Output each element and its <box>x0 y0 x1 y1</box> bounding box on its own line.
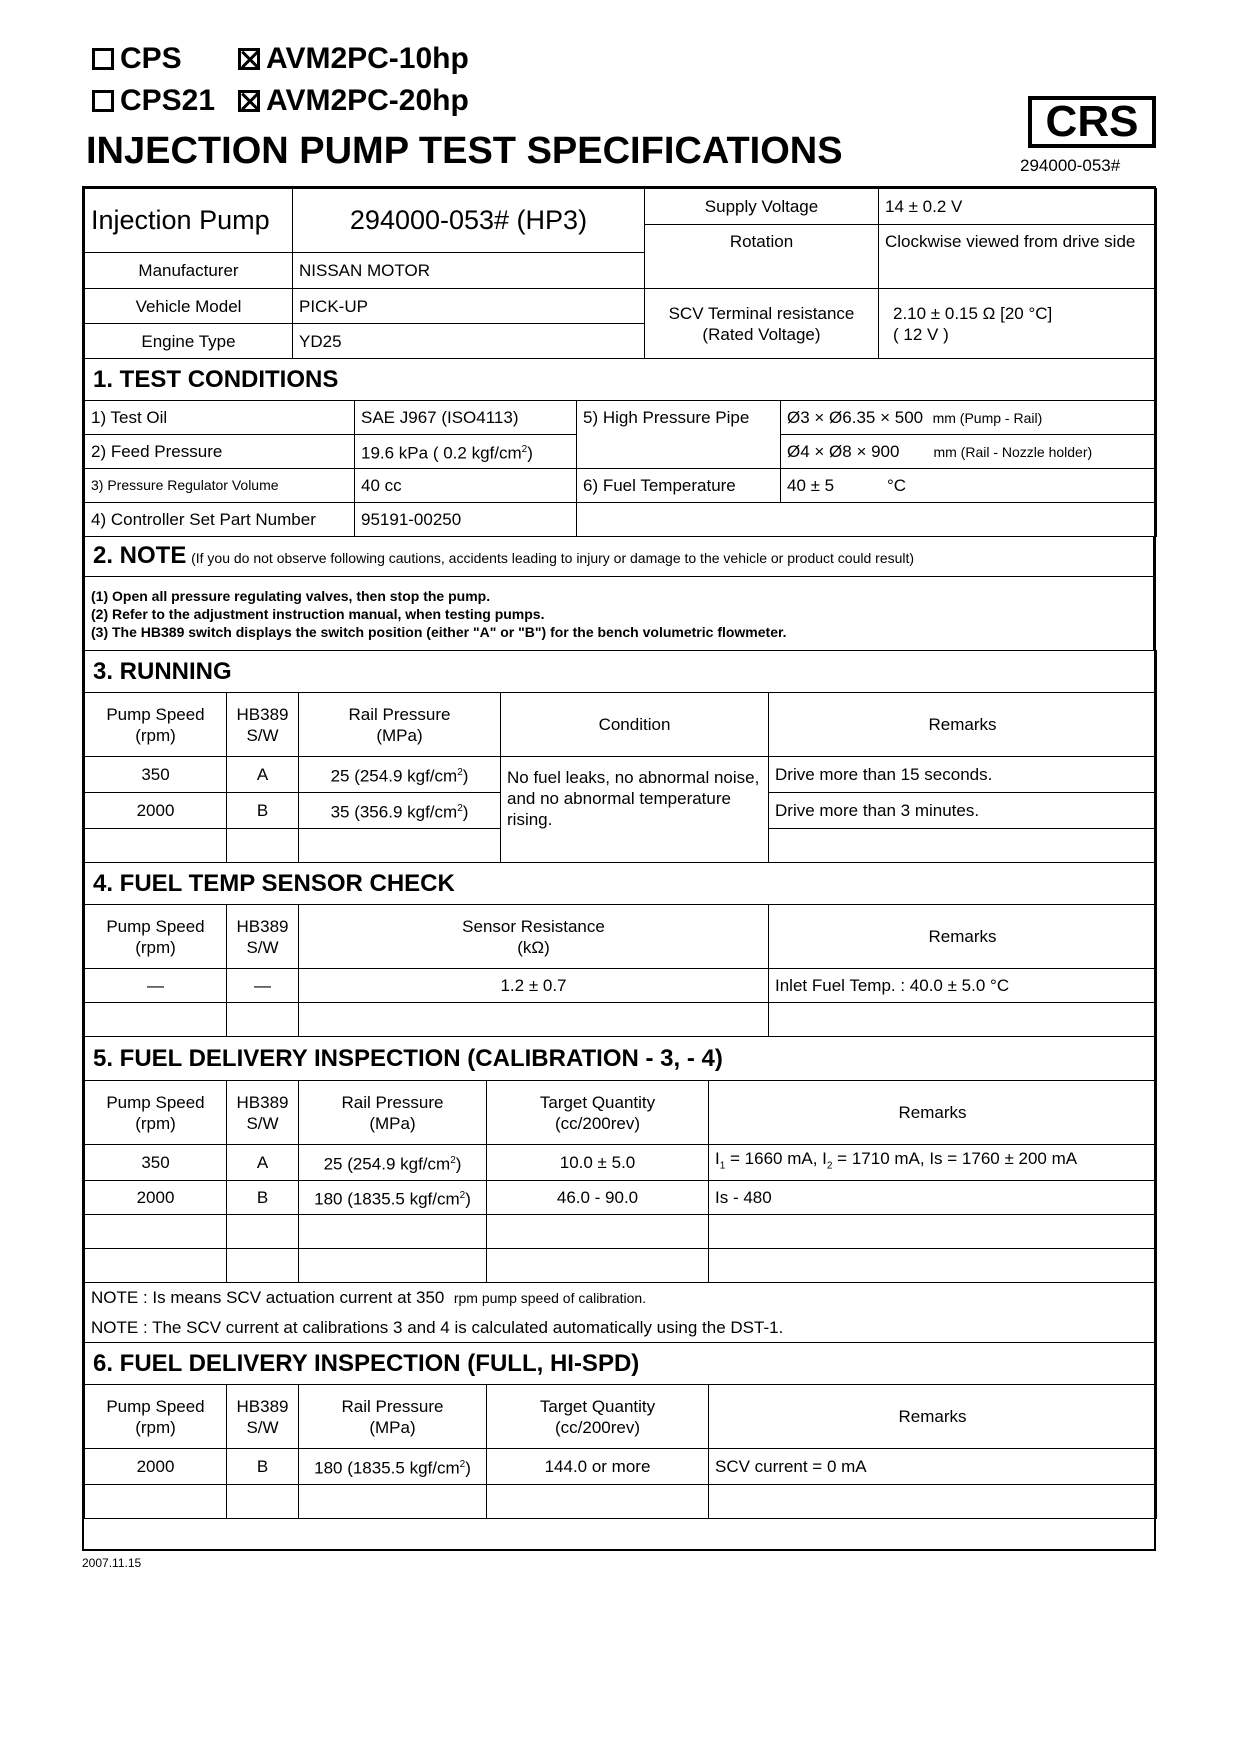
cal-target-1: 10.0 ± 5.0 <box>487 1145 709 1181</box>
running-sw-2: B <box>227 793 299 829</box>
running-col-sw <box>227 693 299 757</box>
table-row <box>85 1145 1157 1181</box>
manufacturer-label: Manufacturer <box>85 253 293 289</box>
empty-cell <box>85 1215 227 1249</box>
running-col-rail-2: (MPa) <box>376 725 423 745</box>
cal-sw-2: B <box>227 1181 299 1215</box>
cal-col-remarks: Remarks <box>709 1081 1157 1145</box>
note-item-1: (1) Open all pressure regulating valves, then stop the pump. <box>91 587 491 604</box>
sensor-col-speed-2: (rpm) <box>135 937 176 957</box>
model-label-cps: CPS <box>120 42 182 75</box>
running-rail-1-sup: 2 <box>457 767 463 779</box>
calibration-heading: 5. FUEL DELIVERY INSPECTION (CALIBRATION - 3, - 4) <box>85 1037 1157 1081</box>
full-col-target-1: Target Quantity <box>539 1396 656 1416</box>
full-remarks: SCV current = 0 mA <box>709 1449 1157 1485</box>
manufacturer-value: NISSAN MOTOR <box>293 253 645 289</box>
sensor-resistance: 1.2 ± 0.7 <box>299 969 769 1003</box>
feed-pressure-label: 2) Feed Pressure <box>85 435 355 469</box>
full-speed: 2000 <box>85 1449 227 1485</box>
cal-rail-1 <box>299 1145 487 1181</box>
table-row <box>85 1449 1157 1485</box>
injection-pump-label: Injection Pump <box>85 189 293 253</box>
fuel-temp-label: 6) Fuel Temperature <box>577 469 781 503</box>
table-row <box>85 757 1157 793</box>
cal-sw-1: A <box>227 1145 299 1181</box>
cal-col-speed-2: (rpm) <box>135 1113 176 1133</box>
empty-cell <box>299 829 501 863</box>
feed-pressure-end: ) <box>527 443 533 463</box>
pipe-row-1 <box>781 401 1157 435</box>
empty-cell <box>85 1003 227 1037</box>
table-row <box>85 1485 1157 1519</box>
regulator-value: 40 cc <box>355 469 577 503</box>
page-title: INJECTION PUMP TEST SPECIFICATIONS <box>86 130 843 172</box>
empty-cell <box>709 1249 1157 1283</box>
sensor-speed: — <box>85 969 227 1003</box>
empty-cell <box>709 1485 1157 1519</box>
supply-voltage-value: 14 ± 0.2 V <box>879 189 1157 225</box>
running-table <box>84 650 1157 863</box>
note-item-3: (3) The HB389 switch displays the switch position (either "A" or "B") for the bench volumetric flowmeter. <box>91 623 787 640</box>
cal-rail-2 <box>299 1181 487 1215</box>
cal-col-rail <box>299 1081 487 1145</box>
scv-value <box>879 289 1157 359</box>
cal-col-target-2: (cc/200rev) <box>554 1113 641 1133</box>
sensor-col-speed-1: Pump Speed <box>106 916 205 936</box>
running-rail-2-end: ) <box>462 802 469 822</box>
vehicle-model-value: PICK-UP <box>293 289 645 324</box>
table-row <box>85 1215 1157 1249</box>
cal-rail-1-sup: 2 <box>450 1155 456 1167</box>
cal-rail-1-end: ) <box>455 1154 462 1174</box>
rotation-value: Clockwise viewed from drive side <box>879 225 1157 289</box>
cal-speed-2: 2000 <box>85 1181 227 1215</box>
cal-col-speed-1: Pump Speed <box>106 1092 205 1112</box>
note-heading-cell <box>85 537 1154 577</box>
scv-label-line-2: (Rated Voltage) <box>702 324 821 344</box>
note-table <box>84 536 1154 651</box>
table-row <box>85 1181 1157 1215</box>
full-rail <box>299 1449 487 1485</box>
full-col-sw <box>227 1385 299 1449</box>
empty-cell <box>299 1003 769 1037</box>
running-col-condition: Condition <box>501 693 769 757</box>
fuel-temp-unit: °C <box>887 476 907 495</box>
model-label-avm2pc-20hp: AVM2PC-20hp <box>266 84 469 117</box>
cal-remarks-1-b: = 1660 mA, I <box>725 1149 827 1169</box>
cal-note-1a: NOTE : Is means SCV actuation current at 350 <box>91 1288 445 1307</box>
running-col-speed <box>85 693 227 757</box>
controller-label: 4) Controller Set Part Number <box>85 503 355 537</box>
empty-cell <box>227 1003 299 1037</box>
running-rail-1-value: 25 (254.9 kgf/cm <box>330 766 458 786</box>
cal-remarks-1-b-sub: 2 <box>826 1160 833 1172</box>
engine-type-value: YD25 <box>293 324 645 359</box>
sensor-col-remarks: Remarks <box>769 905 1157 969</box>
full-col-rail-1: Rail Pressure <box>341 1396 444 1416</box>
sensor-col-resistance-1: Sensor Resistance <box>462 916 605 936</box>
running-rail-1 <box>299 757 501 793</box>
cal-remarks-1-a: I <box>715 1149 720 1169</box>
table-row <box>85 969 1157 1003</box>
full-col-remarks: Remarks <box>709 1385 1157 1449</box>
feed-pressure-cell <box>355 435 577 469</box>
table-row <box>85 1249 1157 1283</box>
empty-cell <box>227 829 299 863</box>
running-speed-2: 2000 <box>85 793 227 829</box>
empty-cell <box>769 1003 1157 1037</box>
empty-cell <box>709 1215 1157 1249</box>
note-item-2: (2) Refer to the adjustment instruction manual, when testing pumps. <box>91 605 545 622</box>
scv-label-line-1: SCV Terminal resistance <box>668 303 855 323</box>
full-rail-value: 180 (1835.5 kgf/cm <box>314 1458 460 1478</box>
empty-cell <box>227 1215 299 1249</box>
model-row-2 <box>92 84 469 118</box>
full-hispd-heading: 6. FUEL DELIVERY INSPECTION (FULL, HI-SPD) <box>85 1343 1157 1385</box>
full-sw: B <box>227 1449 299 1485</box>
cal-col-sw-1: HB389 <box>236 1092 289 1112</box>
footer-date: 2007.11.15 <box>82 1556 142 1570</box>
supply-voltage-label: Supply Voltage <box>645 189 879 225</box>
cal-col-sw <box>227 1081 299 1145</box>
cal-speed-1: 350 <box>85 1145 227 1181</box>
pipe-unit-1: mm (Pump - Rail) <box>932 409 1043 426</box>
checkbox-cps[interactable] <box>92 48 114 70</box>
sensor-remarks: Inlet Fuel Temp. : 40.0 ± 5.0 °C <box>769 969 1157 1003</box>
cal-col-speed <box>85 1081 227 1145</box>
fuel-temp-sensor-heading: 4. FUEL TEMP SENSOR CHECK <box>85 863 1157 905</box>
checkbox-cps21[interactable] <box>92 90 114 112</box>
empty-cell <box>487 1215 709 1249</box>
feed-pressure-sup: 2 <box>521 444 528 456</box>
note-subheading: (If you do not observe following cautions, accidents leading to injury or damage to the vehicle or product could result) <box>191 549 915 566</box>
cal-rail-2-sup: 2 <box>459 1190 466 1202</box>
rotation-label: Rotation <box>645 225 879 289</box>
checkbox-avm2pc-10hp[interactable] <box>238 48 260 70</box>
calibration-table <box>84 1036 1157 1343</box>
sensor-col-sw <box>227 905 299 969</box>
running-col-sw-2: S/W <box>246 725 279 745</box>
full-col-speed-2: (rpm) <box>135 1417 176 1437</box>
cal-rail-2-end: ) <box>465 1189 471 1209</box>
note-heading: 2. NOTE <box>93 541 187 569</box>
fuel-temp-cell <box>781 469 1157 503</box>
running-sw-1: A <box>227 757 299 793</box>
running-rail-2-sup: 2 <box>457 803 463 815</box>
empty-cell <box>299 1249 487 1283</box>
empty-cell <box>227 1249 299 1283</box>
cal-rail-2-value: 180 (1835.5 kgf/cm <box>314 1189 460 1209</box>
full-target: 144.0 or more <box>487 1449 709 1485</box>
cal-remarks-1-a-sub: 1 <box>719 1160 726 1172</box>
cal-rail-1-value: 25 (254.9 kgf/cm <box>323 1154 451 1174</box>
pipe-unit-2: mm (Rail - Nozzle holder) <box>933 443 1093 460</box>
pipe-value-1: Ø3 × Ø6.35 × 500 <box>787 407 924 427</box>
crs-badge: CRS <box>1028 96 1156 148</box>
scv-value-line-1: 2.10 ± 0.15 Ω [20 °C] <box>893 303 1053 323</box>
cal-col-target-1: Target Quantity <box>539 1092 656 1112</box>
model-label-cps21: CPS21 <box>120 84 216 117</box>
regulator-label: 3) Pressure Regulator Volume <box>85 469 355 503</box>
running-condition: No fuel leaks, no abnormal noise, and no abnormal temperature rising. <box>501 757 769 863</box>
empty-cell <box>85 829 227 863</box>
sensor-sw: — <box>227 969 299 1003</box>
cal-col-rail-2: (MPa) <box>369 1113 416 1133</box>
running-col-speed-1: Pump Speed <box>106 704 205 724</box>
empty-cell <box>85 1249 227 1283</box>
full-hispd-table <box>84 1342 1157 1519</box>
cal-col-rail-1: Rail Pressure <box>341 1092 444 1112</box>
test-conditions-heading: 1. TEST CONDITIONS <box>85 359 1157 401</box>
running-rail-2-value: 35 (356.9 kgf/cm <box>330 802 458 822</box>
running-rail-1-end: ) <box>462 766 469 786</box>
full-col-speed <box>85 1385 227 1449</box>
test-oil-value: SAE J967 (ISO4113) <box>355 401 577 435</box>
running-col-speed-2: (rpm) <box>135 725 176 745</box>
cal-remarks-2: Is - 480 <box>709 1181 1157 1215</box>
engine-type-label: Engine Type <box>85 324 293 359</box>
full-col-target-2: (cc/200rev) <box>554 1417 641 1437</box>
scv-value-line-2: ( 12 V ) <box>893 324 949 344</box>
feed-pressure-value: 19.6 kPa ( 0.2 kgf/cm <box>361 443 522 463</box>
model-row-1 <box>92 42 469 76</box>
cal-note-1b: rpm pump speed of calibration. <box>453 1290 647 1306</box>
cal-col-target <box>487 1081 709 1145</box>
pipe-value-2: Ø4 × Ø8 × 900 <box>787 441 900 461</box>
empty-cell <box>487 1485 709 1519</box>
table-row <box>85 1003 1157 1037</box>
sensor-col-sw-1: HB389 <box>236 916 289 936</box>
spec-sheet <box>82 186 1156 1551</box>
vehicle-model-label: Vehicle Model <box>85 289 293 324</box>
sensor-col-sw-2: S/W <box>246 937 279 957</box>
cal-note-2: NOTE : The SCV current at calibrations 3 and 4 is calculated automatically using the DST-1. <box>91 1318 784 1337</box>
full-rail-end: ) <box>465 1458 471 1478</box>
scv-label <box>645 289 879 359</box>
full-col-rail <box>299 1385 487 1449</box>
pipe-label: 5) High Pressure Pipe <box>577 401 781 469</box>
checkbox-avm2pc-20hp[interactable] <box>238 90 260 112</box>
empty-cell <box>577 503 1157 537</box>
running-remarks-2: Drive more than 3 minutes. <box>769 793 1157 829</box>
running-heading: 3. RUNNING <box>85 651 1157 693</box>
full-col-rail-2: (MPa) <box>369 1417 416 1437</box>
sensor-col-speed <box>85 905 227 969</box>
cal-note-1 <box>91 1283 1150 1313</box>
cal-remarks-1 <box>709 1145 1157 1181</box>
model-label-avm2pc-10hp: AVM2PC-10hp <box>266 42 469 75</box>
full-col-sw-2: S/W <box>246 1417 279 1437</box>
full-col-sw-1: HB389 <box>236 1396 289 1416</box>
pump-info-table <box>84 188 1157 359</box>
full-rail-sup: 2 <box>459 1459 466 1471</box>
empty-cell <box>487 1249 709 1283</box>
running-col-rail-1: Rail Pressure <box>348 704 451 724</box>
controller-value: 95191-00250 <box>355 503 577 537</box>
note-items <box>85 577 1154 651</box>
full-col-speed-1: Pump Speed <box>106 1396 205 1416</box>
cal-remarks-1-c: = 1710 mA, Is = 1760 ± 200 mA <box>832 1149 1078 1169</box>
running-col-remarks: Remarks <box>769 693 1157 757</box>
empty-cell <box>227 1485 299 1519</box>
empty-cell <box>299 1485 487 1519</box>
crs-code: 294000-053# <box>1020 156 1121 175</box>
cal-col-sw-2: S/W <box>246 1113 279 1133</box>
running-remarks-1: Drive more than 15 seconds. <box>769 757 1157 793</box>
injection-pump-value: 294000-053# (HP3) <box>293 189 645 253</box>
sensor-col-resistance-2: (kΩ) <box>517 937 550 957</box>
empty-cell <box>85 1485 227 1519</box>
empty-cell <box>769 829 1157 863</box>
pipe-row-2 <box>781 435 1157 469</box>
running-rail-2 <box>299 793 501 829</box>
test-oil-label: 1) Test Oil <box>85 401 355 435</box>
running-col-rail <box>299 693 501 757</box>
sensor-col-resistance <box>299 905 769 969</box>
empty-cell <box>299 1215 487 1249</box>
running-col-sw-1: HB389 <box>236 704 289 724</box>
calibration-notes <box>85 1283 1157 1343</box>
running-speed-1: 350 <box>85 757 227 793</box>
test-conditions-table <box>84 358 1157 537</box>
fuel-temp-sensor-table <box>84 862 1157 1037</box>
full-col-target <box>487 1385 709 1449</box>
fuel-temp-value: 40 ± 5 <box>787 476 835 495</box>
cal-target-2: 46.0 - 90.0 <box>487 1181 709 1215</box>
